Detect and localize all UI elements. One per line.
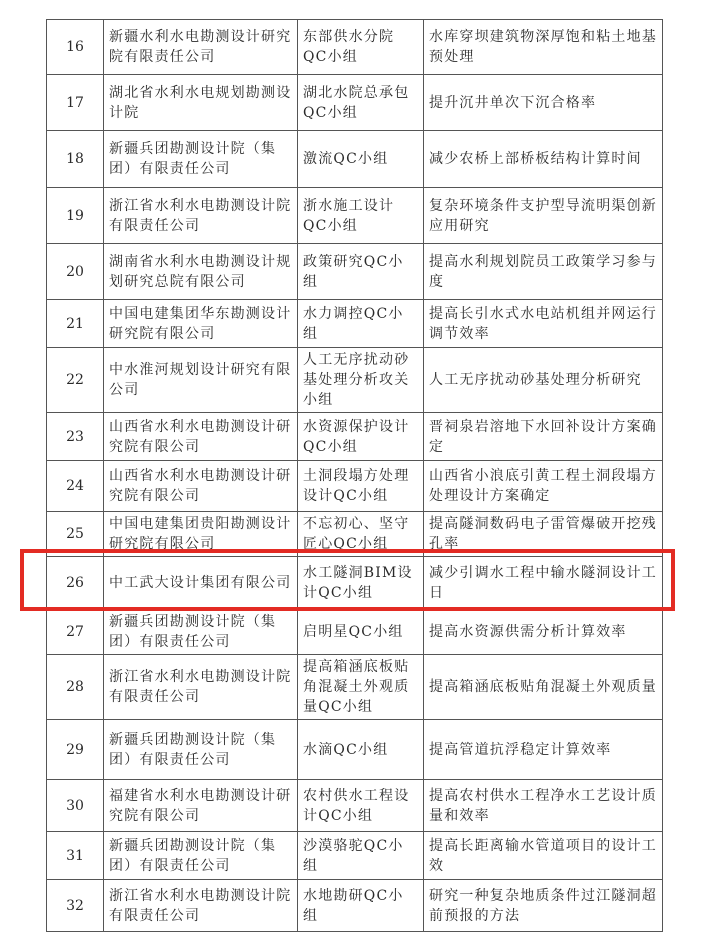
topic-cell: 提高管道抗浮稳定计算效率 bbox=[424, 720, 663, 780]
unit-cell: 中国电建集团贵阳勘测设计研究院有限公司 bbox=[104, 512, 298, 557]
highlight-box bbox=[20, 549, 675, 611]
unit-cell: 湖北省水利水电规划勘测设计院 bbox=[104, 75, 298, 131]
topic-cell: 提高箱涵底板贴角混凝土外观质量 bbox=[424, 655, 663, 720]
unit-cell: 湖南省水利水电勘测设计规划研究总院有限公司 bbox=[104, 244, 298, 300]
table-row bbox=[47, 244, 663, 300]
group-cell: 政策研究QC小组 bbox=[298, 244, 424, 300]
topic-cell: 提高长距离输水管道项目的设计工效 bbox=[424, 832, 663, 880]
group-cell: 土洞段塌方处理设计QC小组 bbox=[298, 461, 424, 512]
group-cell: 沙漠骆驼QC小组 bbox=[298, 832, 424, 880]
award-list-table bbox=[46, 19, 663, 932]
table-row bbox=[47, 413, 663, 461]
table-row bbox=[47, 300, 663, 348]
topic-cell: 减少农桥上部桥板结构计算时间 bbox=[424, 131, 663, 188]
row-number: 29 bbox=[47, 720, 104, 780]
group-cell: 浙水施工设计QC小组 bbox=[298, 188, 424, 244]
topic-cell: 复杂环境条件支护型导流明渠创新应用研究 bbox=[424, 188, 663, 244]
unit-cell: 新疆兵团勘测设计院（集团）有限责任公司 bbox=[104, 832, 298, 880]
topic-cell: 晋祠泉岩溶地下水回补设计方案确定 bbox=[424, 413, 663, 461]
group-cell: 激流QC小组 bbox=[298, 131, 424, 188]
unit-cell: 中国电建集团华东勘测设计研究院有限公司 bbox=[104, 300, 298, 348]
unit-cell: 浙江省水利水电勘测设计院有限责任公司 bbox=[104, 188, 298, 244]
topic-cell: 提高长引水式水电站机组并网运行调节效率 bbox=[424, 300, 663, 348]
table-body bbox=[47, 20, 663, 932]
row-number: 28 bbox=[47, 655, 104, 720]
table-row bbox=[47, 832, 663, 880]
group-cell: 水地勘研QC小组 bbox=[298, 880, 424, 932]
unit-cell: 浙江省水利水电勘测设计院有限责任公司 bbox=[104, 880, 298, 932]
row-number: 25 bbox=[47, 512, 104, 557]
group-cell: 东部供水分院QC小组 bbox=[298, 20, 424, 75]
table-row bbox=[47, 20, 663, 75]
group-cell: 提高箱涵底板贴角混凝土外观质量QC小组 bbox=[298, 655, 424, 720]
unit-cell: 福建省水利水电勘测设计研究院有限公司 bbox=[104, 780, 298, 832]
row-number: 17 bbox=[47, 75, 104, 131]
topic-cell: 提高农村供水工程净水工艺设计质量和效率 bbox=[424, 780, 663, 832]
table-row bbox=[47, 720, 663, 780]
group-cell: 不忘初心、坚守匠心QC小组 bbox=[298, 512, 424, 557]
row-number: 30 bbox=[47, 780, 104, 832]
table-row bbox=[47, 348, 663, 413]
group-cell: 湖北水院总承包QC小组 bbox=[298, 75, 424, 131]
table-row bbox=[47, 131, 663, 188]
topic-cell: 研究一种复杂地质条件过江隧洞超前预报的方法 bbox=[424, 880, 663, 932]
row-number: 16 bbox=[47, 20, 104, 75]
unit-cell: 中水淮河规划设计研究有限公司 bbox=[104, 348, 298, 413]
unit-cell: 浙江省水利水电勘测设计院有限责任公司 bbox=[104, 655, 298, 720]
group-cell: 水滴QC小组 bbox=[298, 720, 424, 780]
topic-cell: 提升沉井单次下沉合格率 bbox=[424, 75, 663, 131]
table-row bbox=[47, 780, 663, 832]
topic-cell: 提高水利规划院员工政策学习参与度 bbox=[424, 244, 663, 300]
table-row bbox=[47, 655, 663, 720]
row-number: 23 bbox=[47, 413, 104, 461]
table-row bbox=[47, 461, 663, 512]
row-number: 19 bbox=[47, 188, 104, 244]
row-number: 18 bbox=[47, 131, 104, 188]
group-cell: 农村供水工程设计QC小组 bbox=[298, 780, 424, 832]
unit-cell: 新疆兵团勘测设计院（集团）有限责任公司 bbox=[104, 610, 298, 655]
group-cell: 水工隧洞BIM设计QC小组 bbox=[298, 557, 424, 610]
topic-cell: 人工无序扰动砂基处理分析研究 bbox=[424, 348, 663, 413]
unit-cell: 山西省水利水电勘测设计研究院有限公司 bbox=[104, 413, 298, 461]
table-row bbox=[47, 75, 663, 131]
topic-cell: 提高隧洞数码电子雷管爆破开挖残孔率 bbox=[424, 512, 663, 557]
table-row bbox=[47, 610, 663, 655]
group-cell: 水资源保护设计QC小组 bbox=[298, 413, 424, 461]
row-number: 26 bbox=[47, 557, 104, 610]
topic-cell: 减少引调水工程中输水隧洞设计工日 bbox=[424, 557, 663, 610]
topic-cell: 山西省小浪底引黄工程土洞段塌方处理设计方案确定 bbox=[424, 461, 663, 512]
row-number: 24 bbox=[47, 461, 104, 512]
group-cell: 水力调控QC小组 bbox=[298, 300, 424, 348]
unit-cell: 山西省水利水电勘测设计研究院有限公司 bbox=[104, 461, 298, 512]
row-number: 32 bbox=[47, 880, 104, 932]
row-number: 27 bbox=[47, 610, 104, 655]
table-row bbox=[47, 188, 663, 244]
topic-cell: 提高水资源供需分析计算效率 bbox=[424, 610, 663, 655]
row-number: 20 bbox=[47, 244, 104, 300]
row-number: 21 bbox=[47, 300, 104, 348]
unit-cell: 新疆兵团勘测设计院（集团）有限责任公司 bbox=[104, 720, 298, 780]
unit-cell: 中工武大设计集团有限公司 bbox=[104, 557, 298, 610]
group-cell: 启明星QC小组 bbox=[298, 610, 424, 655]
unit-cell: 新疆兵团勘测设计院（集团）有限责任公司 bbox=[104, 131, 298, 188]
unit-cell: 新疆水利水电勘测设计研究院有限责任公司 bbox=[104, 20, 298, 75]
group-cell: 人工无序扰动砂基处理分析攻关小组 bbox=[298, 348, 424, 413]
row-number: 31 bbox=[47, 832, 104, 880]
table-row bbox=[47, 880, 663, 932]
row-number: 22 bbox=[47, 348, 104, 413]
topic-cell: 水库穿坝建筑物深厚饱和粘土地基预处理 bbox=[424, 20, 663, 75]
